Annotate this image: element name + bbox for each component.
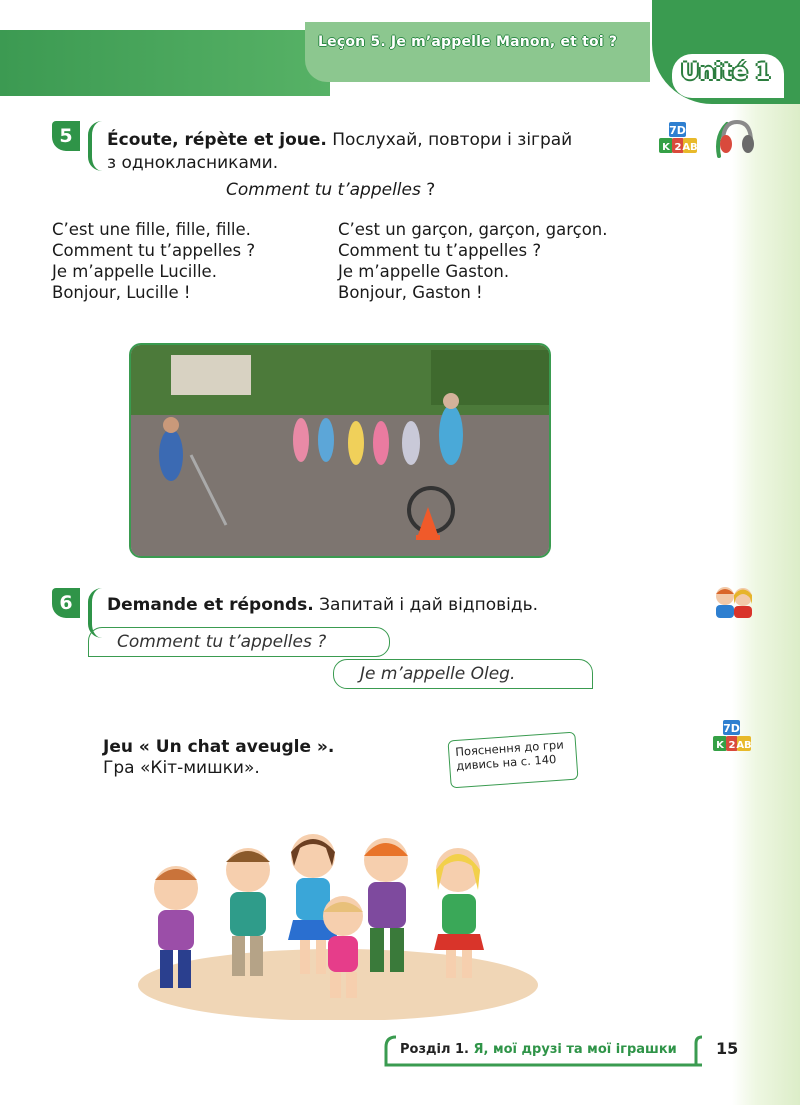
- ex5-instruction-fr: Écoute, répète et joue.: [107, 130, 327, 150]
- svg-text:7D: 7D: [669, 124, 686, 137]
- pair-work-icon[interactable]: [712, 584, 756, 620]
- poem-left-line: Comment tu t’appelles ?: [52, 241, 256, 260]
- svg-text:2: 2: [728, 740, 736, 751]
- svg-text:2: 2: [674, 142, 682, 153]
- footer-section-label: Розділ 1.: [400, 1042, 469, 1057]
- ex5-instruction-uk: Послухай, повтори і зіграй: [326, 130, 573, 150]
- headphones-icon[interactable]: [713, 116, 759, 160]
- svg-text:7D: 7D: [723, 722, 740, 735]
- ex6-instruction: [107, 594, 538, 616]
- svg-text:K: K: [716, 740, 724, 751]
- song-title-italic: Comment tu t’appelles: [226, 180, 421, 200]
- svg-text:AB: AB: [682, 142, 698, 153]
- right-margin-band: [732, 0, 800, 1105]
- poem-left-line: C’est une fille, fille, fille.: [52, 220, 251, 239]
- cube-blocks-icon[interactable]: [657, 120, 699, 158]
- lesson-banner: [305, 22, 650, 82]
- poem-right-line: Bonjour, Gaston !: [338, 283, 483, 302]
- ex5-number: 5: [52, 121, 80, 151]
- ex6-number: 6: [52, 588, 80, 618]
- footer-section-title: Я, мої друзі та мої іграшки: [469, 1042, 677, 1057]
- ex5-instruction-line2: з однокласниками.: [107, 153, 279, 173]
- game-title: Jeu « Un chat aveugle ».: [103, 737, 335, 757]
- poem-left-line: Bonjour, Lucille !: [52, 283, 191, 302]
- children-playground-photo: [129, 343, 551, 558]
- lesson-title: Leçon 5. Je m’appelle Manon, et toi ?: [318, 34, 618, 50]
- song-title: [226, 179, 435, 201]
- ex6-instruction-uk: Запитай і дай відповідь.: [313, 595, 539, 615]
- header-green-band: [0, 30, 330, 96]
- speech-bubble-question: Comment tu t’appelles ?: [88, 627, 390, 657]
- poem-left-column: [52, 219, 255, 303]
- ex5-instruction: [107, 129, 647, 151]
- footer-section: [400, 1042, 677, 1057]
- rules-note: Пояснення до гри дивись на с. 140: [447, 732, 578, 789]
- speech-bubble-answer: Je m’appelle Oleg.: [333, 659, 593, 689]
- poem-right-line: Je m’appelle Gaston.: [338, 262, 510, 281]
- page-number: 15: [716, 1039, 739, 1058]
- cube-blocks-icon[interactable]: [711, 718, 753, 756]
- svg-text:AB: AB: [736, 740, 752, 751]
- svg-text:K: K: [662, 142, 670, 153]
- poem-right-line: C’est un garçon, garçon, garçon.: [338, 220, 608, 239]
- ex5-bracket: [88, 121, 102, 171]
- poem-right-column: [338, 219, 608, 303]
- song-title-tail: ?: [420, 180, 436, 200]
- ex6-instruction-fr: Demande et réponds.: [107, 595, 314, 615]
- children-circle-illustration: [128, 800, 548, 1020]
- game-subtitle: Гра «Кіт-мишки».: [103, 758, 260, 778]
- photo-scene: [131, 345, 551, 558]
- poem-right-line: Comment tu t’appelles ?: [338, 241, 542, 260]
- unit-title: Unité 1: [681, 60, 771, 85]
- poem-left-line: Je m’appelle Lucille.: [52, 262, 217, 281]
